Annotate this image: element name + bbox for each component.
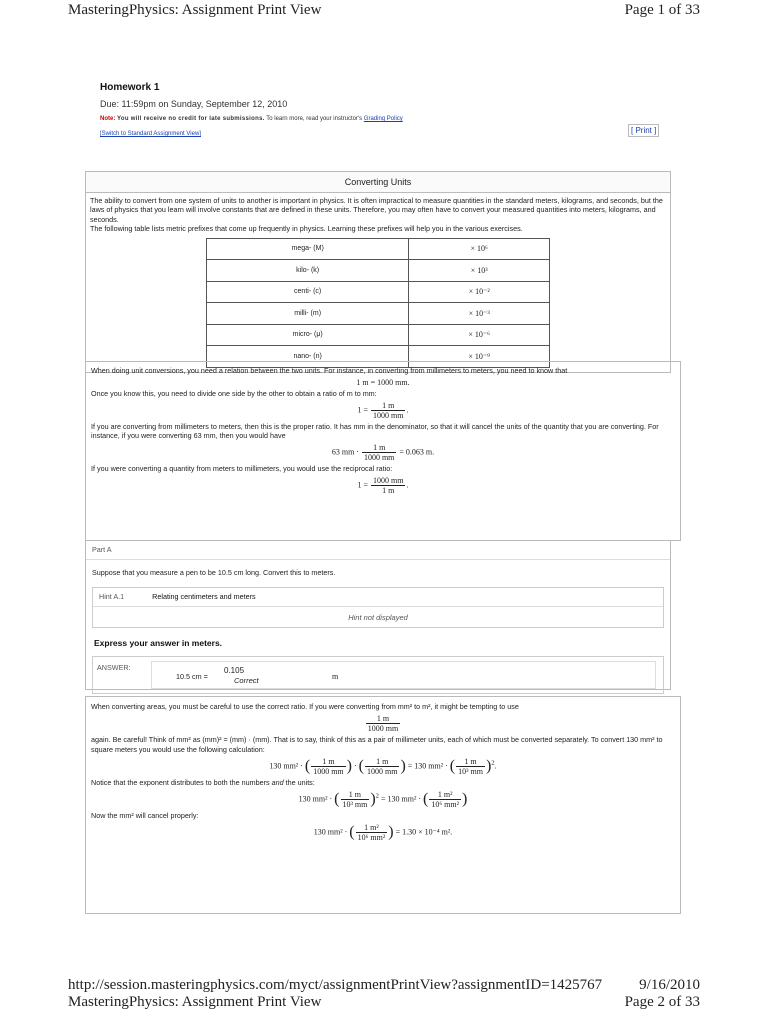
question-text: Suppose that you measure a pen to be 10.5 cm long. Convert this to meters.	[92, 567, 336, 577]
numerator: 1 m	[366, 714, 400, 724]
numerator: 1 m	[341, 790, 370, 800]
footer-page: Page 2 of 33	[624, 993, 700, 1010]
page-number: Page 1 of 33	[624, 2, 700, 18]
part-label: Part A	[86, 541, 670, 560]
p3-and: and	[271, 778, 284, 787]
p3-post: the units:	[285, 778, 315, 787]
denominator: 1000 mm	[313, 767, 344, 776]
footer-date: 9/16/2010	[639, 977, 700, 993]
hint-box	[92, 587, 664, 628]
due-date: Due: 11:59pm on Sunday, September 12, 2010	[100, 99, 288, 109]
paragraph: again. Be careful! Think of mm² as (mm)² = (mm) · (mm). That is to say, think of this as a pair of millimeter units, each of which must be converted separately. To convert 130 mm² to square meters you would use the following calculation:	[91, 735, 663, 754]
equation: 130 mm² · ( $\frac{1 m}{1000 mm}$ ) · ( $\frac{1 m}{1000 mm}$ ) = 130 mm² · ( $\frac{1 m}{\text{10³ mm}}$ )$^2$.	[269, 757, 497, 776]
page-header	[68, 2, 700, 24]
paragraph: If you were converting a quantity from meters to millimeters, you would use the reciprocal ratio:	[91, 463, 393, 473]
prefix-name: mega- (M)	[207, 238, 409, 260]
exponent: 2	[375, 792, 379, 800]
eq-term: = 1.30 × 10⁻⁴ m².	[395, 827, 453, 837]
area-conversion-box	[85, 696, 681, 914]
hint-status: Hint not displayed	[93, 606, 663, 628]
intro-paragraph-1: The ability to convert from one system of units to another is important in physics. It is often impractical to measure quantities in the standard meters, kilograms, and seconds, but the laws of physics that you learn will involve constants that are defined in these units. Therefore, you may often have to convert your measured quantities into meters, kilograms, and seconds.	[90, 196, 663, 224]
print-link[interactable]: [ Print ]	[628, 124, 659, 137]
numerator: 1 m	[362, 443, 396, 453]
homework-title: Homework 1	[100, 82, 160, 93]
prefix-value: × 10⁶	[409, 238, 550, 260]
eq-term: 130 mm² ·	[298, 794, 333, 804]
fraction	[362, 443, 396, 462]
fraction	[356, 823, 388, 842]
answer-area	[151, 661, 656, 689]
eq-lhs: 1 =	[357, 405, 369, 415]
eq-end: .	[494, 761, 497, 771]
footer-title: MasteringPhysics: Assignment Print View	[68, 993, 322, 1010]
prefix-name: kilo- (k)	[207, 260, 409, 282]
intro-paragraph-2: The following table lists metric prefixes that come up frequently in physics. Learning these prefixes will help you in the various exercises.	[90, 224, 523, 234]
equation	[91, 401, 675, 420]
prefix-value: × 10⁻⁶	[409, 324, 550, 346]
prefix-value: × 10⁻⁹	[409, 346, 550, 368]
eq-term: = 130 mm² ·	[407, 761, 448, 771]
eq-term: = 130 mm² ·	[381, 794, 422, 804]
page-footer	[68, 977, 700, 1010]
denominator: 1 m	[382, 485, 395, 495]
equation	[91, 476, 675, 495]
hint-title[interactable]: Relating centimeters and meters	[152, 592, 256, 602]
eq-rhs: = 0.063 m.	[399, 447, 435, 457]
eq-term: 130 mm² ·	[313, 827, 348, 837]
paragraph: When converting areas, you must be careful to use the correct ratio. If you were converting from mm² to m², it might be tempting to use	[91, 702, 519, 711]
prefix-name: centi- (c)	[207, 281, 409, 303]
hint-id: Hint A.1	[99, 592, 125, 602]
paragraph: Now the mm² will cancel properly:	[91, 811, 199, 820]
denominator: 10⁶ mm²	[357, 833, 386, 842]
answer-status: Correct	[234, 675, 259, 685]
prefix-table	[206, 238, 550, 368]
denominator: 10³ mm	[458, 767, 483, 776]
hint-header[interactable]	[93, 588, 663, 606]
note-late: You will receive no credit for late submissions.	[117, 116, 265, 122]
converting-units-box	[85, 171, 671, 373]
late-note	[100, 116, 680, 122]
prefix-value: × 10³	[409, 260, 550, 282]
equation	[91, 443, 675, 462]
fraction	[366, 714, 400, 733]
footer-url: http://session.masteringphysics.com/myct/assignmentPrintView?assignmentID=1425767	[68, 977, 603, 993]
answer-unit: m	[332, 671, 339, 681]
answer-value: 0.105	[224, 665, 245, 675]
numerator: 1 m²	[356, 823, 388, 833]
numerator: 1000 mm	[373, 475, 404, 485]
eq-end: .	[406, 479, 409, 489]
equation	[91, 714, 675, 733]
fraction	[365, 757, 399, 776]
prefix-value: × 10⁻²	[409, 281, 550, 303]
note-rest: To learn more, read your instructor's	[266, 116, 363, 122]
table-row	[207, 238, 550, 260]
grading-policy-link[interactable]: Grading Policy	[363, 116, 403, 122]
equation: 130 mm² · ( $\frac{\text{1 m²}}{\text{10⁶ mm²}}$ ) = 1.30 × 10⁻⁴ m².	[313, 823, 453, 842]
denominator: 1000 mm	[366, 767, 398, 776]
prefix-name: milli- (m)	[207, 303, 409, 325]
denominator: 1000 mm	[373, 410, 404, 420]
answer-instructions: Express your answer in meters.	[94, 638, 223, 649]
numerator: 1 m	[365, 757, 399, 767]
paragraph: Once you know this, you need to divide one side by the other to obtain a ratio of m to mm:	[91, 389, 377, 399]
fraction	[371, 476, 405, 495]
note-label: Note:	[100, 116, 116, 122]
paragraph	[91, 778, 675, 788]
numerator: 1 m	[456, 757, 485, 767]
table-row	[207, 303, 550, 325]
paragraph: When doing unit conversions, you need a relation between the two units. For instance, in converting from millimeters to meters, you need to know that	[91, 366, 568, 375]
eq-term: ·	[353, 761, 357, 771]
eq-term: 130 mm² ·	[269, 761, 303, 771]
answer-label: ANSWER:	[97, 662, 131, 672]
denominator: 10⁶ mm²	[431, 800, 459, 809]
equation: 1 m = 1000 mm.	[356, 377, 410, 387]
eq-lhs: 63 mm ·	[331, 447, 359, 457]
fraction	[371, 401, 405, 420]
equation: 130 mm² · ( $\frac{1 m}{\text{10³ mm}}$ )$^2$ = 130 mm² · ( $\frac{\text{1 m²}}{\text{10⁶ mm²}}$ )	[298, 790, 468, 809]
prefix-value: × 10⁻³	[409, 303, 550, 325]
answer-box	[92, 656, 664, 694]
intro-text	[86, 193, 670, 238]
denominator: 10³ mm	[342, 800, 368, 809]
paragraph: If you are converting from millimeters to meters, then this is the proper ratio. It has mm in the denominator, so that it will cancel the units of the quantity that you are converting. For instance, if you were converting 63 mm, then you would have	[91, 421, 659, 441]
unit-conversion-box	[85, 361, 681, 541]
table-row	[207, 324, 550, 346]
p3-pre: Notice that the exponent distributes to both the numbers	[91, 778, 270, 787]
eq-end: .	[406, 405, 409, 415]
numerator: 1 m	[311, 757, 345, 767]
exponent: 2	[491, 759, 495, 767]
fraction	[341, 790, 370, 809]
answer-expression: 10.5 cm =	[176, 671, 208, 681]
denominator: 1000 mm	[367, 724, 399, 733]
homework-info	[100, 82, 680, 137]
fraction	[456, 757, 485, 776]
section-header: Converting Units	[86, 172, 670, 193]
switch-view-link[interactable]: [Switch to Standard Assignment View]	[100, 131, 201, 137]
table-row	[207, 260, 550, 282]
numerator: 1 m	[371, 401, 405, 411]
prefix-name: nano- (n)	[207, 346, 409, 368]
fraction	[429, 790, 461, 809]
numerator: 1 m²	[429, 790, 461, 800]
denominator: 1000 mm	[363, 452, 395, 462]
eq-lhs: 1 =	[357, 479, 369, 489]
table-row	[207, 281, 550, 303]
prefix-name: micro- (μ)	[207, 324, 409, 346]
page-header-title: MasteringPhysics: Assignment Print View	[68, 2, 322, 18]
part-a-box	[85, 540, 671, 690]
fraction	[311, 757, 345, 776]
